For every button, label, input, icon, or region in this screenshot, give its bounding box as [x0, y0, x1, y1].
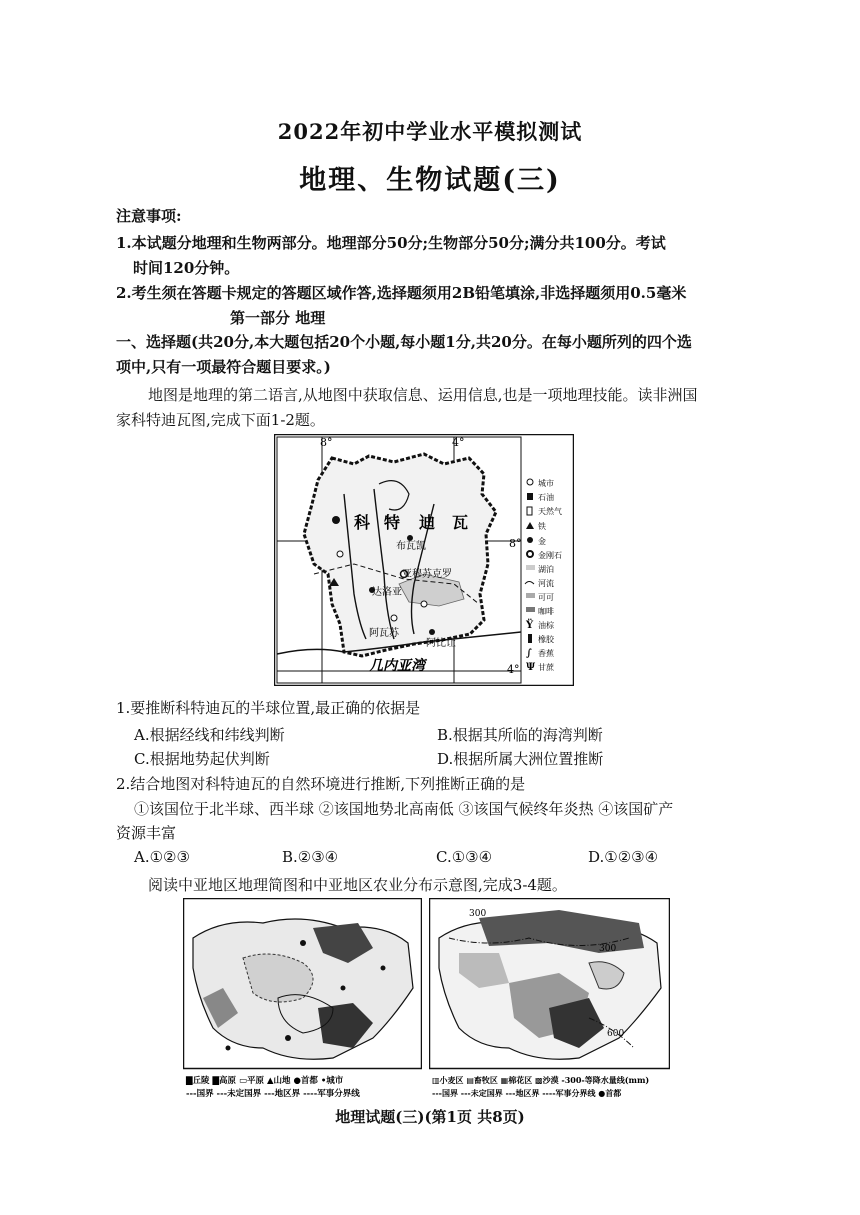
country-char-1: 科 — [354, 513, 371, 532]
map2-legend-line2: ---国界 ---未定国界 ---地区界 ----军事分界线 — [186, 1089, 360, 1099]
lon-label-8: 8° — [320, 436, 333, 449]
city-bouake: 布瓦凯 — [396, 541, 426, 552]
country-char-3: 迪 — [419, 513, 436, 532]
city-marker — [337, 551, 343, 557]
lat-label-4: 4° — [507, 663, 520, 676]
part-heading: 第一部分 地理 — [230, 309, 326, 327]
svg-text:香蕉: 香蕉 — [538, 649, 554, 658]
q1-option-b[interactable]: B.根据其所临的海湾判断 — [437, 726, 603, 744]
q1-option-a[interactable]: A.根据经线和纬线判断 — [134, 726, 285, 744]
contour-label-3: 600 — [607, 1029, 625, 1039]
notice-item1-line2: 时间120分钟。 — [133, 259, 240, 277]
map1-intro-line1: 地图是地理的第二语言,从地图中获取信息、运用信息,也是一项地理技能。读非洲国 — [148, 386, 698, 404]
q2-option-d[interactable]: D.①②③④ — [588, 848, 659, 866]
sea-label: 几内亚湾 — [369, 658, 425, 674]
city-marker — [421, 601, 427, 607]
q2-option-a[interactable]: A.①②③ — [134, 848, 190, 866]
lon-label-4: 4° — [452, 436, 465, 449]
exam-title: 2022年初中学业水平模拟测试 — [277, 119, 583, 144]
country-char-2: 特 — [384, 513, 401, 532]
notice-item2-line1: 2.考生须在答题卡规定的答题区域作答,选择题须用2B铅笔填涂,非选择题须用0.5毫米 — [116, 284, 687, 302]
svg-text:Ψ: Ψ — [526, 662, 536, 673]
q34-intro: 阅读中亚地区地理简图和中亚地区农业分布示意图,完成3-4题。 — [148, 876, 567, 894]
contour-label-2: 300 — [599, 944, 617, 954]
city-dot — [381, 966, 386, 971]
svg-text:金: 金 — [538, 537, 546, 546]
q2-option-b[interactable]: B.②③④ — [282, 848, 339, 866]
city-dot — [226, 1046, 231, 1051]
svg-text:河流: 河流 — [538, 579, 554, 588]
q1-stem: 1.要推断科特迪瓦的半球位置,最正确的依据是 — [116, 699, 421, 717]
svg-text:∫: ∫ — [526, 648, 532, 659]
city-marker — [391, 615, 397, 621]
svg-text:Ϋ: Ϋ — [526, 620, 534, 631]
central-asia-agriculture-map — [429, 898, 670, 1100]
q1-option-d[interactable]: D.根据所属大洲位置推断 — [437, 750, 604, 768]
svg-text:橡胶: 橡胶 — [538, 635, 554, 644]
svg-text:可可: 可可 — [538, 593, 554, 602]
svg-text:咖啡: 咖啡 — [538, 607, 554, 616]
city-marker — [332, 516, 340, 524]
city-abidjan: 阿比让 — [426, 638, 456, 649]
exam-subtitle: 地理、生物试题(三) — [299, 165, 561, 196]
svg-text:天然气: 天然气 — [538, 507, 562, 516]
map3-legend-line1: ▥小麦区 ▤畜牧区 ▦棉花区 ▩沙漠 -300-等降水量线(mm) — [432, 1075, 650, 1085]
map3-legend-line2: ---国界 ---未定国界 ---地区界 ----军事分界线 ●首都 — [432, 1088, 622, 1098]
city-yamoussoukro: 亚穆苏克罗 — [402, 569, 452, 580]
city-abengourou: 阿瓦苏 — [369, 628, 399, 639]
q2-statements-line2: 资源丰富 — [116, 824, 177, 842]
svg-text:金刚石: 金刚石 — [538, 551, 562, 560]
contour-label-1: 300 — [469, 909, 487, 919]
q2-statements-line1: ①该国位于北半球、西半球 ②该国地势北高南低 ③该国气候终年炎热 ④该国矿产 — [134, 800, 674, 818]
capital-dot — [285, 1035, 291, 1041]
country-char-4: 瓦 — [452, 513, 469, 532]
city-dot — [341, 986, 346, 991]
svg-text:石油: 石油 — [538, 493, 554, 502]
section1-line1: 一、选择题(共20分,本大题包括20个小题,每小题1分,共20分。在每小题所列的四个选 — [116, 333, 692, 351]
q2-stem: 2.结合地图对科特迪瓦的自然环境进行推断,下列推断正确的是 — [116, 775, 526, 793]
notice-heading: 注意事项: — [116, 207, 182, 225]
svg-text:油棕: 油棕 — [538, 621, 554, 630]
map1-intro-line2: 家科特迪瓦图,完成下面1-2题。 — [116, 411, 325, 429]
svg-text:城市: 城市 — [538, 479, 554, 488]
svg-text:铁: 铁 — [538, 522, 546, 531]
lat-label-8: 8° — [509, 537, 522, 550]
section1-line2: 项中,只有一项最符合题目要求。) — [116, 358, 331, 376]
city-daloa: 达洛亚 — [372, 587, 402, 598]
map2-legend-line1: ▇丘陵 ▇高原 ▭平原 ▲山地 ●首都 •城市 — [186, 1076, 344, 1086]
page-footer: 地理试题(三)(第1页 共8页) — [335, 1108, 525, 1126]
q2-option-c[interactable]: C.①③④ — [436, 848, 493, 866]
cote-divoire-map — [274, 434, 574, 686]
city-marker — [429, 629, 435, 635]
svg-text:湖泊: 湖泊 — [538, 565, 554, 574]
central-asia-terrain-map — [183, 898, 422, 1100]
svg-text:甘蔗: 甘蔗 — [538, 663, 554, 672]
q1-option-c[interactable]: C.根据地势起伏判断 — [134, 750, 270, 768]
notice-item1-line1: 1.本试题分地理和生物两部分。地理部分50分;生物部分50分;满分共100分。考试 — [116, 234, 666, 252]
capital-dot — [300, 940, 306, 946]
